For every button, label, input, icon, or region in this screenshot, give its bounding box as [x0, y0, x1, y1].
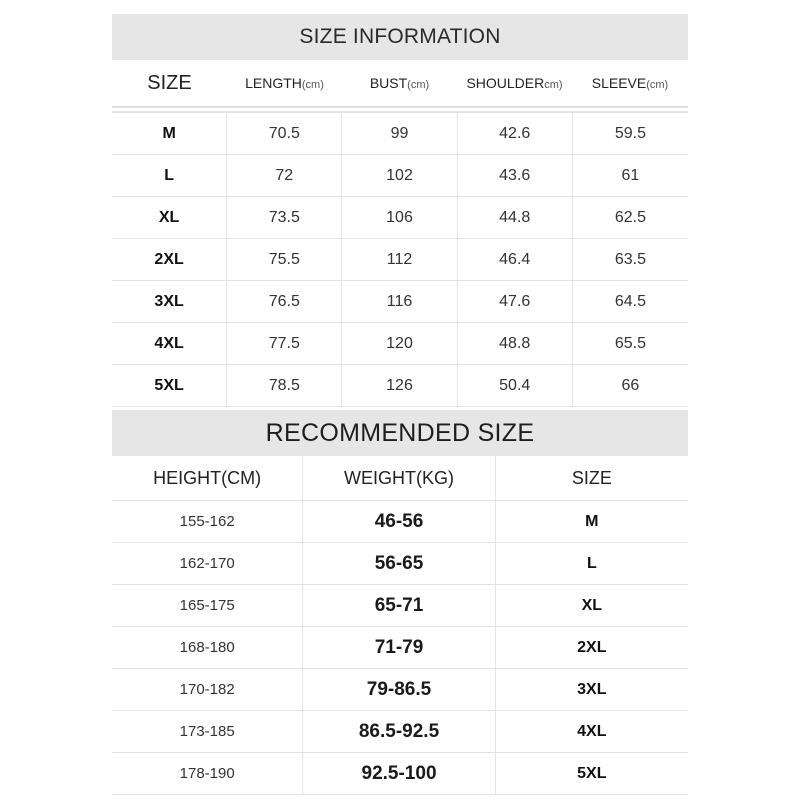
length-cell: 77.5 — [226, 323, 341, 364]
size-cell: XL — [495, 585, 688, 626]
shoulder-cell: 47.6 — [457, 281, 572, 322]
table-row — [112, 238, 688, 280]
header-shoulder-label: SHOULDER — [466, 75, 545, 91]
header-length-unit: (cm) — [301, 79, 324, 91]
size-cell: 5XL — [154, 376, 184, 394]
size-cell: 2XL — [154, 250, 184, 268]
table-row — [112, 154, 688, 196]
table-row — [112, 196, 688, 238]
size-information-title-bar — [112, 14, 688, 60]
header-length — [227, 75, 342, 91]
header-bust — [342, 75, 457, 91]
table-row — [112, 542, 688, 584]
shoulder-cell: 43.6 — [457, 155, 572, 196]
size-cell: 2XL — [495, 627, 688, 668]
length-cell: 72 — [226, 155, 341, 196]
bust-cell: 120 — [341, 323, 456, 364]
bust-cell: 116 — [341, 281, 456, 322]
shoulder-cell: 48.8 — [457, 323, 572, 364]
recommended-size-title-bar — [112, 410, 688, 456]
table-row — [112, 584, 688, 626]
sleeve-cell: 64.5 — [572, 281, 688, 322]
height-cell: 178-190 — [179, 765, 235, 782]
recommended-size-table — [112, 410, 688, 795]
height-cell: 165-175 — [179, 597, 235, 614]
sleeve-cell: 65.5 — [572, 323, 688, 364]
sleeve-cell: 63.5 — [572, 239, 688, 280]
table-row — [112, 280, 688, 322]
header-sleeve — [572, 75, 688, 91]
size-cell: M — [495, 501, 688, 542]
height-cell: 173-185 — [179, 723, 235, 740]
table-row — [112, 668, 688, 710]
size-cell: 3XL — [154, 292, 184, 310]
header-height: HEIGHT(CM) — [153, 467, 262, 488]
table-row — [112, 500, 688, 542]
header-bust-unit: (cm) — [407, 79, 430, 91]
header-shoulder — [457, 75, 572, 91]
size-cell: XL — [158, 208, 180, 226]
weight-cell: 65-71 — [302, 585, 494, 626]
table-row — [112, 626, 688, 668]
table-row — [112, 710, 688, 752]
sleeve-cell: 66 — [572, 365, 688, 406]
header-size — [112, 72, 227, 95]
bust-cell: 126 — [341, 365, 456, 406]
size-information-table — [112, 14, 688, 407]
header-length-label: LENGTH — [245, 75, 302, 91]
table-row — [112, 322, 688, 364]
size-information-header-row — [112, 60, 688, 107]
header-sleeve-label: SLEEVE — [591, 75, 647, 91]
header-sleeve-unit: (cm) — [646, 79, 669, 91]
shoulder-cell: 42.6 — [457, 113, 572, 154]
length-cell: 76.5 — [226, 281, 341, 322]
size-cell: L — [495, 543, 688, 584]
header-size: SIZE — [495, 456, 688, 500]
weight-cell: 79-86.5 — [302, 669, 494, 710]
sleeve-cell: 62.5 — [572, 197, 688, 238]
bust-cell: 102 — [341, 155, 456, 196]
shoulder-cell: 46.4 — [457, 239, 572, 280]
length-cell: 78.5 — [226, 365, 341, 406]
recommended-size-title: RECOMMENDED SIZE — [265, 418, 535, 447]
header-bust-label: BUST — [369, 75, 408, 91]
bust-cell: 99 — [341, 113, 456, 154]
weight-cell: 92.5-100 — [302, 753, 494, 794]
recommended-size-header-row — [112, 456, 688, 500]
weight-cell: 86.5-92.5 — [302, 711, 494, 752]
header-weight: WEIGHT(KG) — [302, 456, 494, 500]
bust-cell: 106 — [341, 197, 456, 238]
size-information-title: SIZE INFORMATION — [299, 25, 501, 48]
table-row — [112, 112, 688, 154]
shoulder-cell: 50.4 — [457, 365, 572, 406]
sleeve-cell: 59.5 — [572, 113, 688, 154]
height-cell: 168-180 — [179, 639, 235, 656]
sleeve-cell: 61 — [572, 155, 688, 196]
shoulder-cell: 44.8 — [457, 197, 572, 238]
size-cell: 3XL — [495, 669, 688, 710]
size-cell: 4XL — [154, 334, 184, 352]
size-cell: 5XL — [495, 753, 688, 794]
height-cell: 155-162 — [179, 513, 235, 530]
bust-cell: 112 — [341, 239, 456, 280]
length-cell: 75.5 — [226, 239, 341, 280]
height-cell: 162-170 — [179, 555, 235, 572]
weight-cell: 71-79 — [302, 627, 494, 668]
height-cell: 170-182 — [179, 681, 235, 698]
header-shoulder-unit: cm) — [544, 79, 563, 91]
header-size-label: SIZE — [147, 71, 192, 94]
size-cell: M — [162, 124, 176, 142]
size-cell: 4XL — [495, 711, 688, 752]
table-row — [112, 364, 688, 407]
weight-cell: 46-56 — [302, 501, 494, 542]
length-cell: 73.5 — [226, 197, 341, 238]
table-row — [112, 752, 688, 795]
weight-cell: 56-65 — [302, 543, 494, 584]
size-cell: L — [164, 166, 174, 184]
length-cell: 70.5 — [226, 113, 341, 154]
